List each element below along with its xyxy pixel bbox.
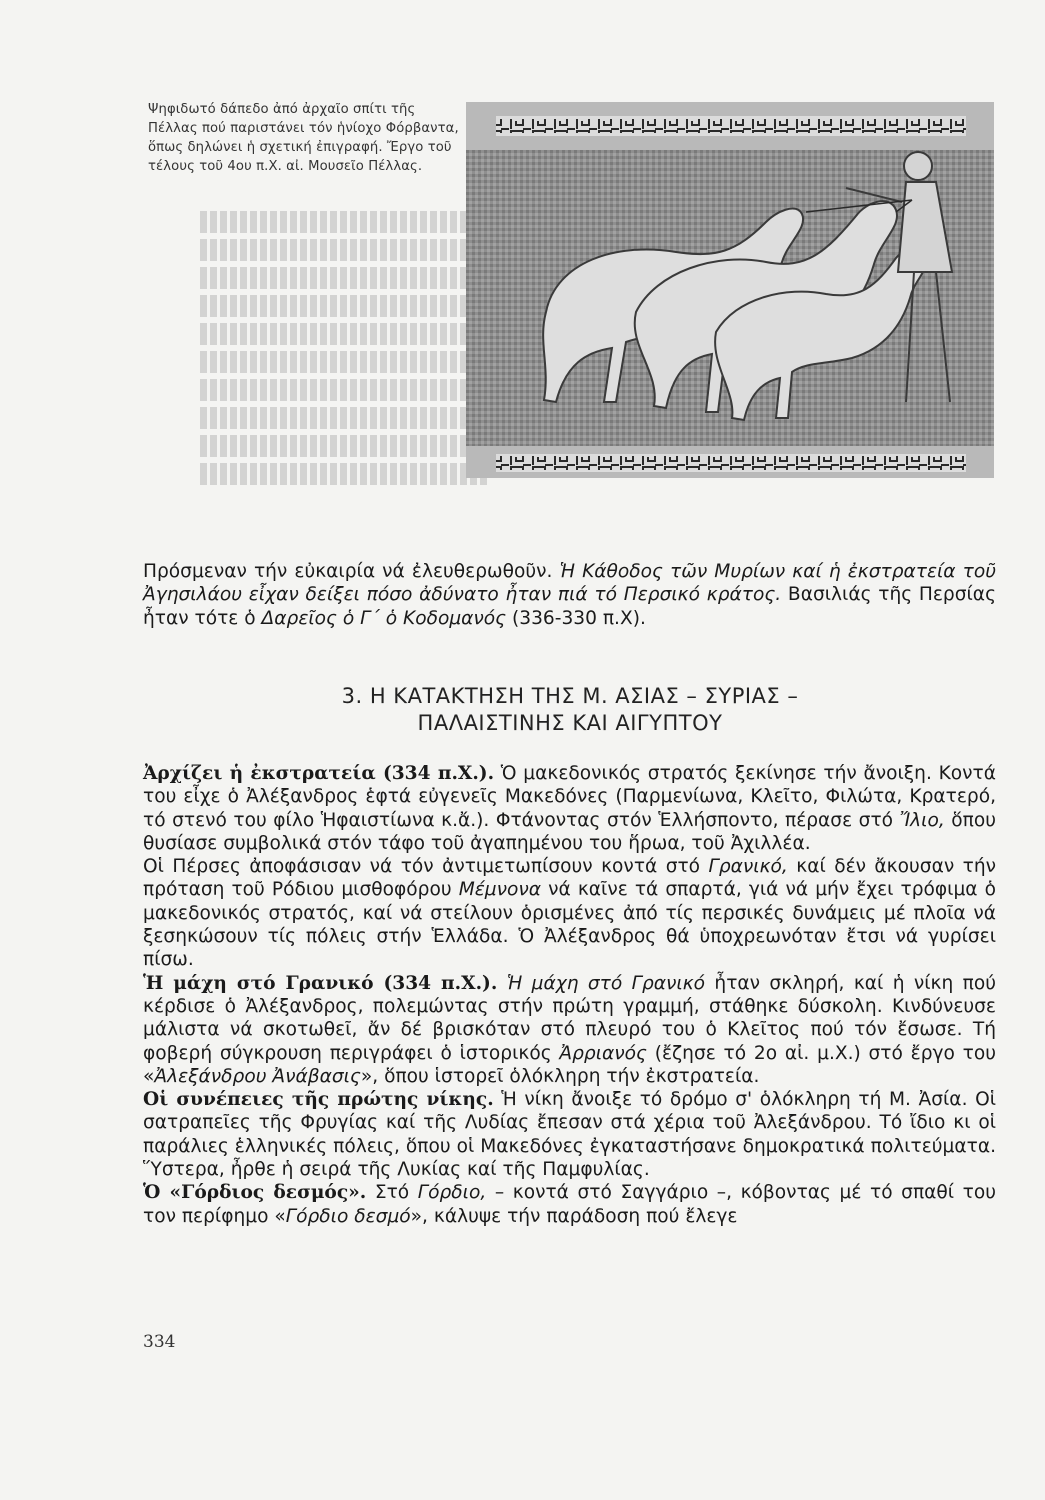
persians-italic-2: Μέμνονα [458, 879, 542, 901]
granicus-text-1: ἦταν σκληρή, καί ἡ νίκη πού κέρδισε ὁ Ἀλέξανδρος, πολεμώντας στήν πρώτη γραμμή, στάθηκε δύσκολη. Κινδύνευσε μάλιστα νά σκοτωθεῖ, ἄν δέ βρισκόταν στό πλευρό του ὁ Κλεῖτος πού τόν ἔσωσε. Τή φοβερή σύγκρουση περιγράφει ὁ ἱστορικός [143, 972, 997, 1064]
intro-paragraph [143, 560, 996, 630]
show-through-text [200, 205, 490, 535]
paragraph-consequences [143, 1088, 996, 1181]
intro-italic-1: Ἡ Κάθοδος τῶν Μυρίων καί ἡ ἐκστρατεία τοῦ Ἀγησιλάου εἶχαν δείξει πόσο ἀδύνατο ἦταν πιά τό Περσικό κράτος. [143, 561, 996, 606]
intro-text-1: Πρόσμεναν τήν εὐκαιρία νά ἐλευθερωθοῦν. [143, 561, 560, 582]
figure-caption: Ψηφιδωτό δάπεδο ἀπό ἀρχαῖο σπίτι τῆς Πέλλας πού παριστάνει τόν ἡνίοχο Φόρβαντα, ὅπως δηλώνει ἡ σχετική ἐπιγραφή. Ἔργο τοῦ τέλους τοῦ 4ου π.Χ. αἰ. Μουσεῖο Πέλλας. [148, 102, 459, 174]
persians-text-2: καί δέν ἄκουσαν τήν πρόταση τοῦ Ρόδιου μισθοφόρου [143, 856, 996, 901]
gordian-knot-title: Ὁ «Γόρδιος δεσμός». [143, 1182, 367, 1204]
paragraph-gordian-knot [143, 1181, 996, 1228]
section-heading-line1: 3. Η ΚΑΤΑΚΤΗΣΗ ΤΗΣ Μ. ΑΣΙΑΣ – ΣΥΡΙΑΣ – [341, 684, 799, 708]
paragraph-campaign-start [143, 762, 996, 855]
granicus-italic-2: Ἀρριανός [559, 1042, 647, 1064]
page-number: 334 [143, 1332, 176, 1352]
granicus-italic-3: Ἀλεξάνδρου Ἀνάβασις [154, 1065, 361, 1087]
gordian-text-1: Στό [366, 1182, 418, 1204]
intro-text-3: (336-330 π.Χ). [506, 607, 646, 629]
section-heading-line2: ΠΑΛΑΙΣΤΙΝΗΣ ΚΑΙ ΑΙΓΥΠΤΟΥ [417, 711, 723, 735]
intro-text-2: Βασιλιάς τῆς Περσίας ἦταν τότε ὁ [143, 584, 996, 629]
mosaic-photo [466, 102, 994, 478]
gordian-italic-1: Γόρδιο, [417, 1182, 487, 1204]
campaign-start-text-1: Ὁ μακεδονικός στρατός ξεκίνησε τήν ἄνοιξη. Κοντά του εἶχε ὁ Ἀλέξανδρος ἑφτά εὐγενεῖς Μακεδόνες (Παρμενίωνα, Κλεῖτο, Φιλώτα, Κρατερό, τό στενό του φίλο Ἡφαιστίωνα κ.ἄ.). Φτάνοντας στόν Ἑλλήσποντο, πέρασε στό [143, 763, 996, 831]
persians-text-1: Οἱ Πέρσες ἀποφάσισαν νά τόν ἀντιμετωπίσουν κοντά στό [143, 856, 709, 878]
persians-italic-1: Γρανικό, [708, 856, 788, 878]
campaign-start-text-2: ὅπου θυσίασε συμβολικά στόν τάφο τοῦ ἀγαπημένου του ἥρωα, τοῦ Ἀχιλλέα. [143, 809, 996, 854]
campaign-start-italic: Ἴλιο, [899, 809, 945, 831]
granicus-title: Ἡ μάχη στό Γρανικό (334 π.Χ.). [143, 972, 498, 994]
gordian-text-3: », κάλυψε τήν παράδοση πού ἔλεγε [410, 1205, 738, 1227]
consequences-text: Ἡ νίκη ἄνοιξε τό δρόμο σ' ὁλόκληρη τή Μ. Ἀσία. Οἱ σατραπεῖες τῆς Φρυγίας καί τῆς Λυδίας ἔπεσαν στά χέρια τοῦ Ἀλεξάνδρου. Τό ἴδιο κι οἱ παράλιες ἑλληνικές πόλεις, ὅπου οἱ Μακεδόνες ἐγκαταστήσανε δημοκρατικά πολιτεύματα. Ὕστερα, ἦρθε ἡ σειρά τῆς Λυκίας καί τῆς Παμφυλίας. [143, 1089, 996, 1181]
intro-italic-2: Δαρεῖος ὁ Γ΄ ὁ Κοδομανός [261, 607, 507, 629]
gordian-italic-2: Γόρδιο δεσμό [285, 1205, 411, 1227]
granicus-italic-1: Ἡ μάχη στό Γρανικό [497, 972, 706, 994]
persians-text-3: νά καῖνε τά σπαρτά, γιά νά μήν ἔχει τρόφιμα ὁ μακεδονικός στρατός, καί νά στείλουν ὁρισμένες ἀπό τίς περσικές δυνάμεις μέ πλοῖα νά ξεσηκώσουν τίς πόλεις στήν Ἑλλάδα. Ὁ Ἀλέξανδρος θά ὑποχρεωνόταν ἔτσι νά γυρίσει πίσω. [143, 879, 997, 971]
consequences-title: Οἱ συνέπειες τῆς πρώτης νίκης. [143, 1089, 494, 1111]
section-body [143, 762, 996, 1228]
paragraph-granicus [143, 972, 996, 1088]
paragraph-persians [143, 855, 996, 971]
granicus-text-3: », ὅπου ἱστορεῖ ὁλόκληρη τήν ἐκστρατεία. [360, 1065, 760, 1087]
gordian-text-2: – κοντά στό Σαγγάριο –, κόβοντας μέ τό σπαθί του τον περίφημο « [143, 1182, 996, 1227]
granicus-text-2: (ἔζησε τό 2ο αἰ. μ.Χ.) στό ἔργο του « [143, 1042, 996, 1087]
campaign-start-title: Ἀρχίζει ἡ ἐκστρατεία (334 π.Χ.). [143, 763, 495, 784]
section-heading [150, 683, 990, 737]
